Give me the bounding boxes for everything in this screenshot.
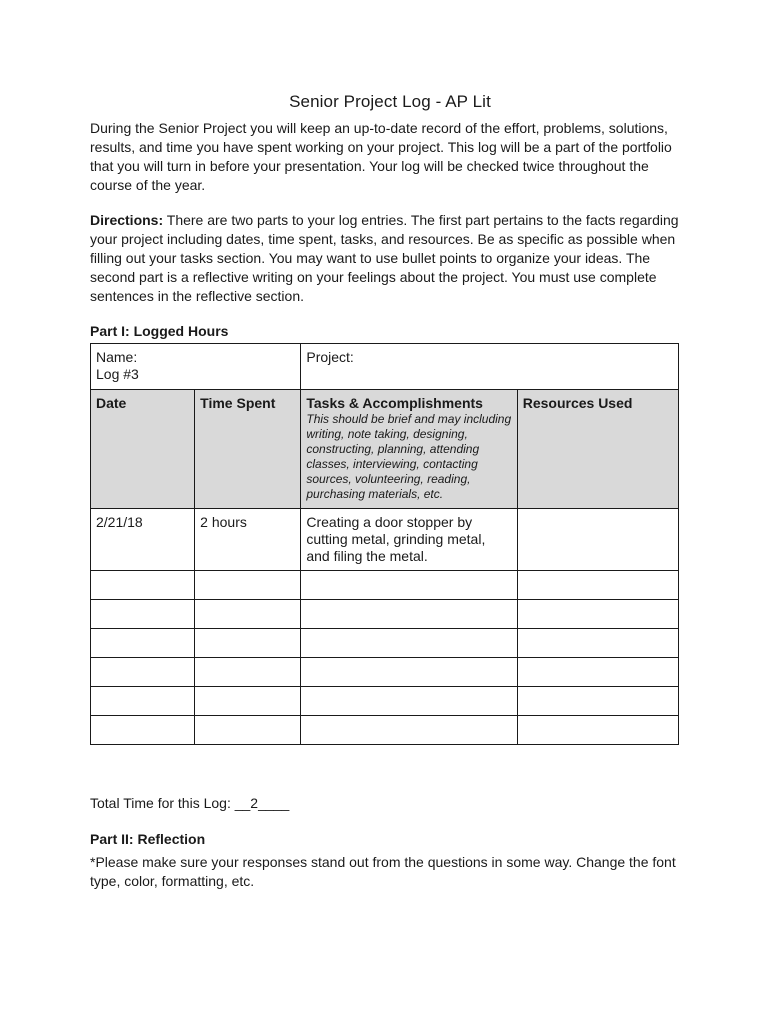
empty-cell[interactable] — [301, 571, 517, 600]
table-row — [91, 687, 679, 716]
empty-cell[interactable] — [195, 571, 301, 600]
resources-cell[interactable] — [517, 509, 678, 571]
column-header-time-spent: Time Spent — [200, 395, 276, 411]
empty-cell[interactable] — [91, 629, 195, 658]
log-number-label: Log #3 — [96, 366, 139, 382]
empty-cell[interactable] — [517, 658, 678, 687]
empty-cell[interactable] — [91, 571, 195, 600]
part2-heading: Part II: Reflection — [90, 831, 206, 847]
empty-cell[interactable] — [195, 658, 301, 687]
empty-cell[interactable] — [91, 687, 195, 716]
empty-cell[interactable] — [301, 716, 517, 745]
table-row — [91, 658, 679, 687]
table-row — [91, 571, 679, 600]
column-header-tasks: Tasks & Accomplishments — [306, 395, 483, 411]
empty-cell[interactable] — [91, 600, 195, 629]
intro-paragraph: During the Senior Project you will keep an up-to-date record of the effort, problems, solutions, results, and time you have spent working on your project. This log will be a part of the portfolio that you will turn in before your presentation. Your log will be checked twice throughout the course of the year. — [90, 120, 672, 193]
total-time-line: Total Time for this Log: __2____ — [90, 795, 290, 811]
table-row — [91, 600, 679, 629]
tasks-column-note: This should be brief and may including writing, note taking, designing, constructing, planning, attending classes, interviewing, contacting sources, volunteering, reading, purchasing materials, etc. — [306, 412, 512, 501]
empty-cell[interactable] — [301, 600, 517, 629]
empty-cell[interactable] — [517, 687, 678, 716]
empty-cell[interactable] — [91, 716, 195, 745]
empty-cell[interactable] — [301, 629, 517, 658]
project-label: Project: — [306, 349, 354, 365]
name-cell[interactable] — [91, 344, 301, 390]
empty-cell[interactable] — [301, 687, 517, 716]
column-header-date: Date — [96, 395, 127, 411]
table-row — [91, 509, 679, 571]
time-cell[interactable] — [195, 509, 301, 571]
entry-resources — [518, 509, 678, 514]
date-cell[interactable] — [91, 509, 195, 571]
empty-cell[interactable] — [517, 629, 678, 658]
name-label: Name: — [96, 349, 138, 365]
empty-cell[interactable] — [195, 629, 301, 658]
entry-tasks: Creating a door stopper by cutting metal, grinding metal, and filing the metal. — [306, 514, 486, 564]
table-row — [91, 629, 679, 658]
empty-cell[interactable] — [517, 716, 678, 745]
directions-label: Directions: — [90, 212, 164, 228]
empty-cell[interactable] — [195, 716, 301, 745]
table-row-name — [91, 344, 679, 390]
table-header-row — [91, 390, 679, 509]
empty-cell[interactable] — [195, 687, 301, 716]
directions-paragraph — [90, 211, 690, 306]
entry-date: 2/21/18 — [96, 514, 143, 530]
table-row — [91, 716, 679, 745]
empty-cell[interactable] — [301, 658, 517, 687]
part1-heading: Part I: Logged Hours — [90, 323, 229, 339]
empty-cell[interactable] — [91, 658, 195, 687]
empty-cell[interactable] — [517, 571, 678, 600]
part2-note: *Please make sure your responses stand out from the questions in some way. Change the font type, color, formatting, etc. — [90, 854, 676, 889]
empty-cell[interactable] — [195, 600, 301, 629]
logged-hours-table — [90, 343, 679, 745]
tasks-cell[interactable] — [301, 509, 517, 571]
column-header-resources: Resources Used — [522, 395, 633, 411]
entry-time-spent: 2 hours — [200, 514, 247, 530]
project-cell[interactable] — [301, 344, 679, 390]
page-title: Senior Project Log - AP Lit — [289, 92, 491, 111]
empty-cell[interactable] — [517, 600, 678, 629]
document-body — [90, 92, 690, 889]
directions-text: There are two parts to your log entries. The first part pertains to the facts regarding your project including dates, time spent, tasks, and resources. Be as specific as possible when filling out your tasks section. You may want to use bullet points to organize your ideas. The second part is a reflective writing on your feelings about the project. You must use complete sentences in the reflective section. — [90, 212, 679, 304]
part2-section — [90, 830, 690, 891]
